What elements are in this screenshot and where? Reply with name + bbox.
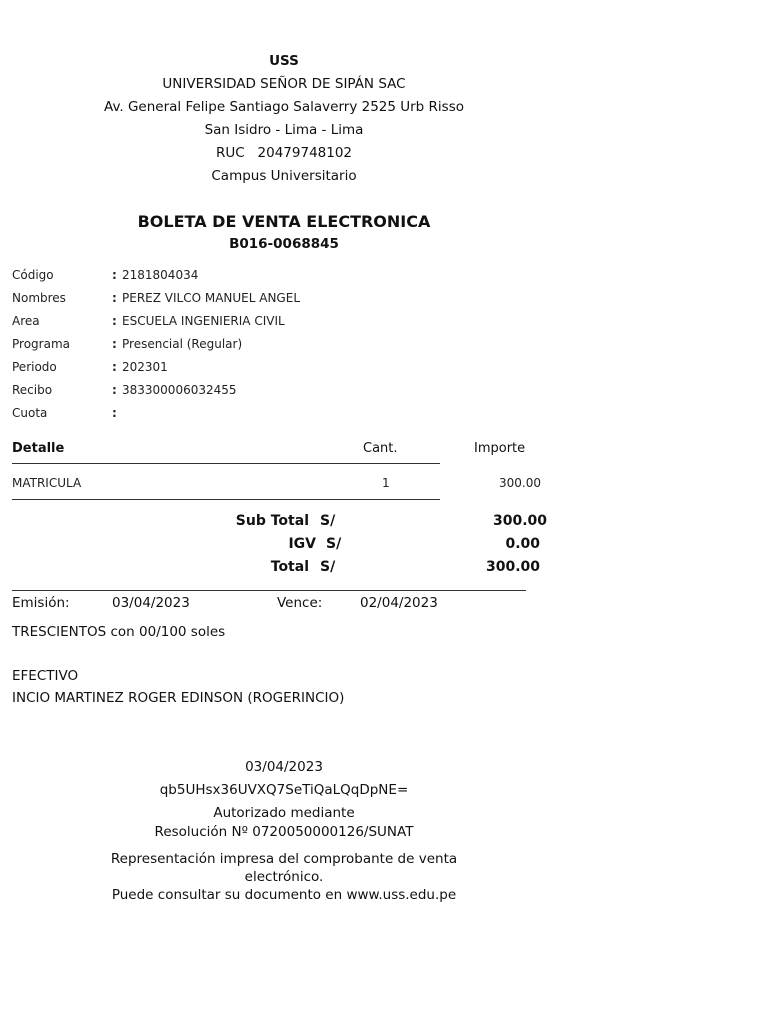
field-separator: : xyxy=(112,268,117,282)
igv-currency: S/ xyxy=(326,536,342,552)
field-value: 202301 xyxy=(122,360,168,374)
company-ruc xyxy=(0,145,568,161)
field-value: 2181804034 xyxy=(122,268,199,282)
footer-authorized: Autorizado mediante xyxy=(213,805,355,821)
footer-consult: Puede consultar su documento en www.uss.edu.pe xyxy=(111,887,457,903)
footer-representation-1: Representación impresa del comprobante de venta xyxy=(110,851,458,867)
emission-value: 03/04/2023 xyxy=(112,595,190,611)
cashier: INCIO MARTINEZ ROGER EDINSON (ROGERINCIO) xyxy=(12,690,345,706)
igv-value: 0.00 xyxy=(505,536,540,552)
company-address: Av. General Felipe Santiago Salaverry 2525 Urb Risso xyxy=(104,99,464,115)
ruc-value: 20479748102 xyxy=(257,145,353,161)
subtotal-currency: S/ xyxy=(320,513,336,529)
table-header-detail: Detalle xyxy=(12,441,65,456)
due-value: 02/04/2023 xyxy=(360,595,438,611)
table-row-qty: 1 xyxy=(382,476,390,490)
due-label: Vence: xyxy=(277,595,323,611)
table-header-amount: Importe xyxy=(474,441,526,456)
footer-resolution: Resolución Nº 0720050000126/SUNAT xyxy=(154,824,414,840)
campus: Campus Universitario xyxy=(211,168,357,184)
field-label: Area xyxy=(12,314,40,328)
field-label: Recibo xyxy=(12,383,53,397)
subtotal-label: Sub Total xyxy=(235,513,309,529)
field-separator: : xyxy=(112,314,117,328)
field-label: Código xyxy=(12,268,54,282)
table-row-detail: MATRICULA xyxy=(12,476,82,490)
field-separator: : xyxy=(112,406,117,420)
field-separator: : xyxy=(112,337,117,351)
totals-rule xyxy=(12,590,526,591)
field-separator: : xyxy=(112,291,117,305)
document-number: B016-0068845 xyxy=(229,236,339,252)
footer-date: 03/04/2023 xyxy=(245,759,323,775)
igv-label: IGV xyxy=(288,536,316,552)
field-separator: : xyxy=(112,383,117,397)
table-header-qty: Cant. xyxy=(363,441,398,456)
payment-method: EFECTIVO xyxy=(12,668,79,684)
amount-in-words: TRESCIENTOS con 00/100 soles xyxy=(12,624,226,640)
company-name: UNIVERSIDAD SEÑOR DE SIPÁN SAC xyxy=(162,76,406,92)
company-short-name: USS xyxy=(269,53,299,69)
subtotal-value: 300.00 xyxy=(492,513,547,529)
field-value: Presencial (Regular) xyxy=(122,337,243,351)
field-label: Nombres xyxy=(12,291,66,305)
footer-representation-2: electrónico. xyxy=(244,869,324,885)
footer-hash: qb5UHsx36UVXQ7SeTiQaLQqDpNE= xyxy=(159,782,409,798)
total-value: 300.00 xyxy=(485,559,540,575)
document-title: BOLETA DE VENTA ELECTRONICA xyxy=(137,212,431,231)
field-separator: : xyxy=(112,360,117,374)
field-value: PEREZ VILCO MANUEL ANGEL xyxy=(122,291,301,305)
field-value: ESCUELA INGENIERIA CIVIL xyxy=(122,314,285,328)
ruc-label: RUC xyxy=(215,145,245,161)
table-row-rule xyxy=(12,499,440,500)
field-label: Programa xyxy=(12,337,70,351)
table-header-rule xyxy=(12,463,440,464)
company-city: San Isidro - Lima - Lima xyxy=(204,122,364,138)
total-currency: S/ xyxy=(320,559,336,575)
emission-label: Emisión: xyxy=(12,595,70,611)
field-value: 383300006032455 xyxy=(122,383,237,397)
table-row-amount: 300.00 xyxy=(499,476,541,490)
field-label: Periodo xyxy=(12,360,57,374)
total-label: Total xyxy=(270,559,309,575)
field-label: Cuota xyxy=(12,406,48,420)
